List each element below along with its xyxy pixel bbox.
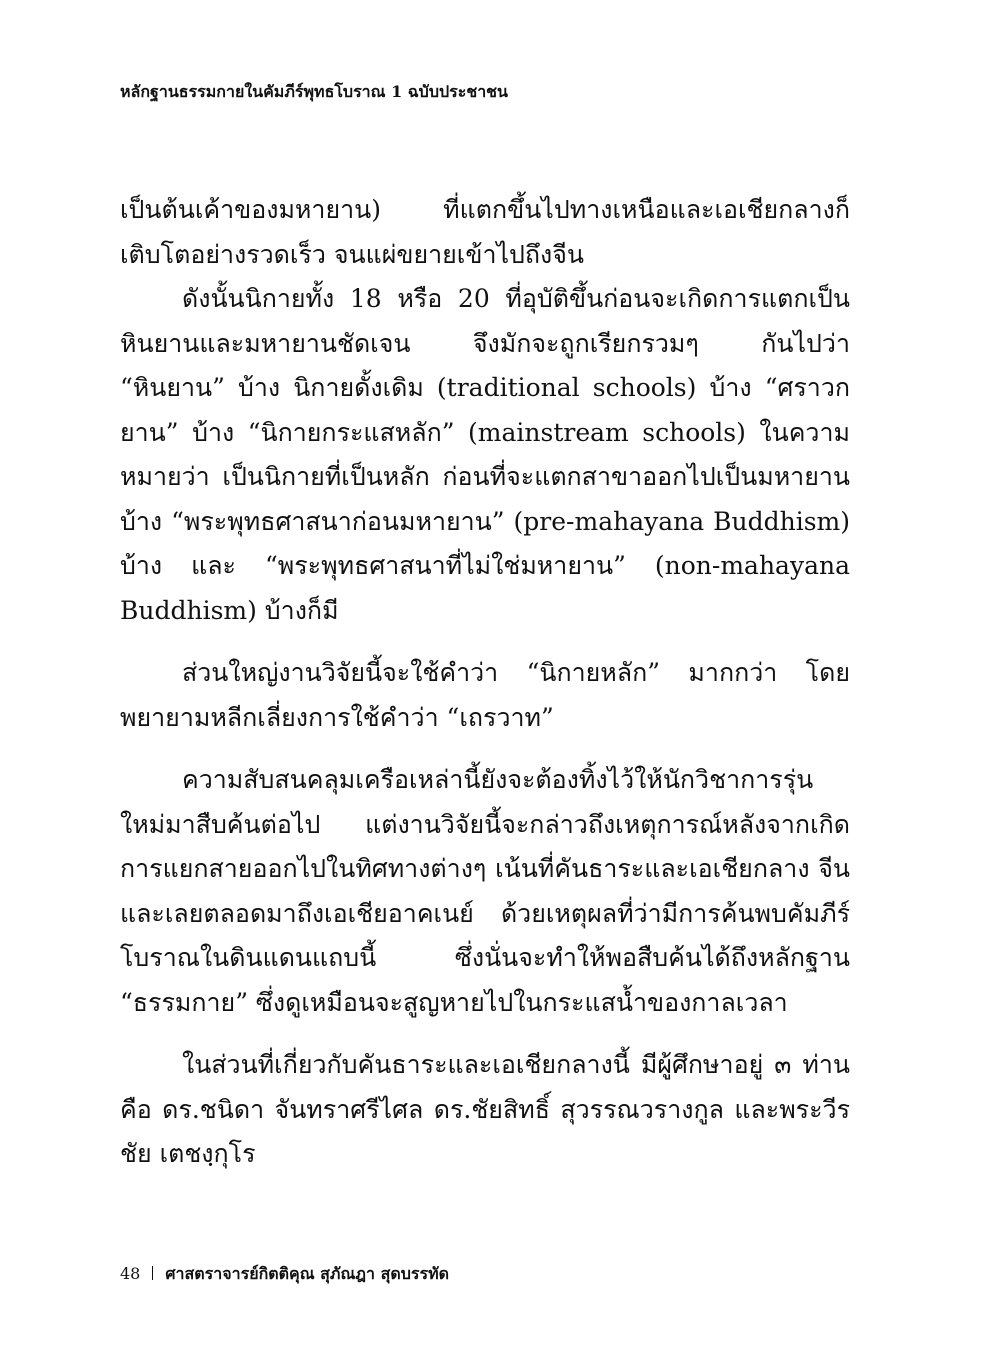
paragraph-continuation: เป็นต้นเค้าของมหายาน) ที่แตกขึ้นไปทางเหนือและเอเชียกลางก็เติบโตอย่างรวดเร็ว จนแผ่ขยายเข้าไปถึงจีน	[120, 195, 850, 269]
paragraph-confusion: ความสับสนคลุมเครือเหล่านี้ยังจะต้องทิ้งไว้ให้นักวิชาการรุ่นใหม่มาสืบค้นต่อไป แต่งานวิจัยนี้จะกล่าวถึงเหตุการณ์หลังจากเกิดการแยกสายออกไปในทิศทางต่างๆ เน้นที่คันธาระและเอเชียกลาง จีน และเลยตลอดมาถึงเอเชียอาคเนย์ ด้วยเหตุผลที่ว่ามีการค้นพบคัมภีร์โบราณในดินแดนแถบนี้ ซึ่งนั่นจะทำให้พอสืบค้นได้ถึงหลักฐาน “ธรรมกาย” ซึ่งดูเหมือนจะสูญหายไปในกระแสน้ำของกาลเวลา	[120, 765, 850, 1017]
footer-divider	[152, 1266, 153, 1280]
page-number: 48	[120, 1264, 141, 1283]
footer-author: ศาสตราจารย์กิตติคุณ สุภัณฎา สุดบรรทัด	[165, 1264, 450, 1283]
paragraph-nikaya: ดังนั้นนิกายทั้ง 18 หรือ 20 ที่อุบัติขึ้นก่อนจะเกิดการแตกเป็นหินยานและมหายานชัดเจน จึงมักจะถูกเรียกรวมๆ กันไปว่า “หินยาน” บ้าง นิกายดั้งเดิม (traditional schools) บ้าง “ศราวกยาน” บ้าง “นิกายกระแสหลัก” (mainstream schools) ในความหมายว่า เป็นนิกายที่เป็นหลัก ก่อนที่จะแตกสาขาออกไปเป็นมหายานบ้าง “พระพุทธศาสนาก่อนมหายาน” (pre-mahayana Buddhism) บ้าง และ “พระพุทธศาสนาที่ไม่ใช่มหายาน” (non-mahayana Buddhism) บ้างก็มี	[120, 284, 850, 625]
paragraph-terminology: ส่วนใหญ่งานวิจัยนี้จะใช้คำว่า “นิกายหลัก” มากกว่า โดยพยายามหลีกเลี่ยงการใช้คำว่า “เถรวาท”	[120, 658, 850, 732]
page-footer	[120, 1262, 449, 1286]
running-header: หลักฐานธรรมกายในคัมภีร์พุทธโบราณ 1 ฉบับประชาชน	[120, 82, 508, 101]
paragraph-researchers: ในส่วนที่เกี่ยวกับคันธาระและเอเชียกลางนี้ มีผู้ศึกษาอยู่ ๓ ท่าน คือ ดร.ชนิดา จันทราศรีไศล ดร.ชัยสิทธิ์ สุวรรณวรางกูล และพระวีรชัย เตชงฺกุโร	[120, 1050, 850, 1168]
body-text	[120, 188, 850, 1177]
